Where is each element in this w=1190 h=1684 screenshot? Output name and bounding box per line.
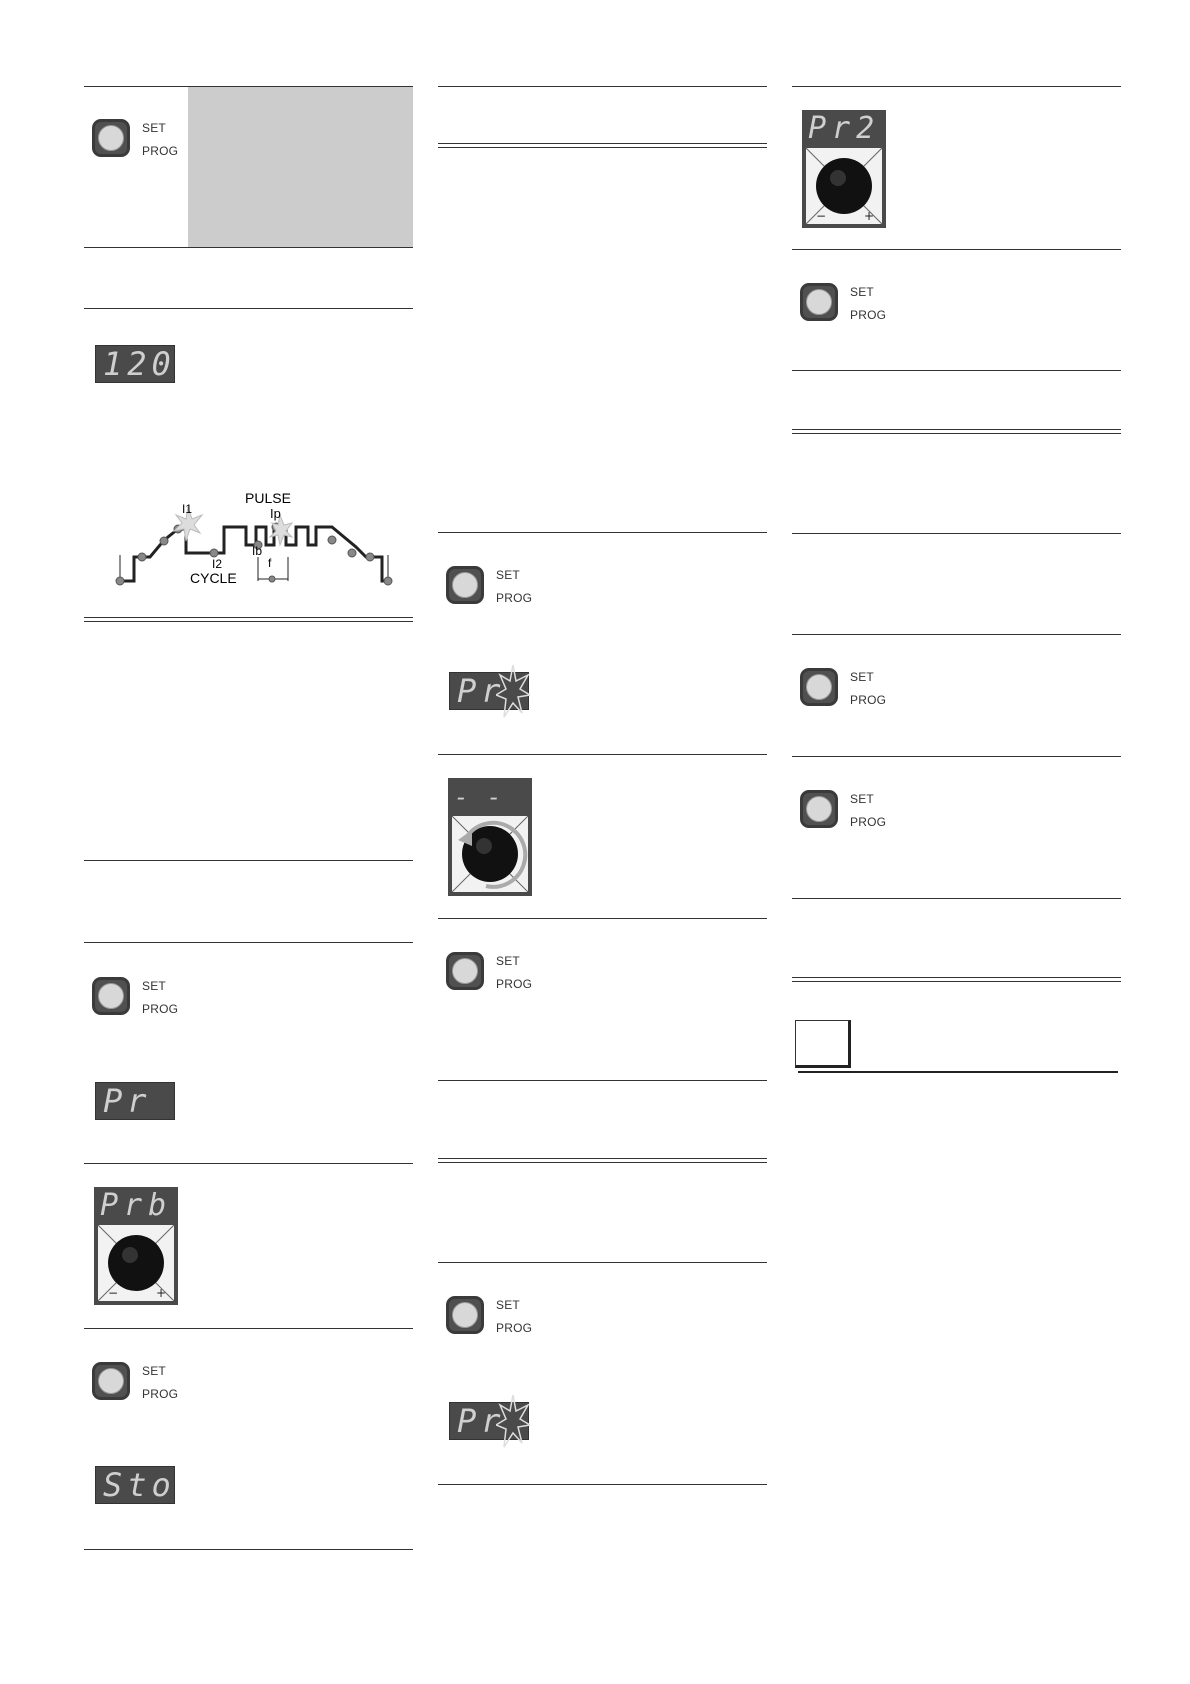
bottom-rule <box>798 1071 1118 1073</box>
knob-icon <box>806 148 882 224</box>
button-icon <box>800 668 838 706</box>
prog-label: PROG <box>496 977 533 991</box>
note-box <box>795 1020 851 1068</box>
set-prog-button[interactable] <box>446 566 586 626</box>
knob-icon <box>98 1225 174 1301</box>
prog-label: PROG <box>142 1387 179 1401</box>
knob-display: Pr2 <box>808 111 881 146</box>
set-label: SET <box>850 792 874 806</box>
button-icon <box>446 1296 484 1334</box>
blink-star-icon <box>496 663 530 721</box>
svg-text:−: − <box>108 1286 119 1300</box>
ib-label: Ib <box>252 544 263 558</box>
svg-text:+: + <box>156 1286 167 1300</box>
display-120: 120 <box>95 345 175 383</box>
set-prog-button[interactable] <box>92 977 232 1037</box>
prog-label: PROG <box>496 1321 533 1335</box>
prog-label: PROG <box>142 144 179 158</box>
prog-label: PROG <box>142 1002 179 1016</box>
button-icon <box>446 952 484 990</box>
set-prog-button[interactable] <box>800 790 940 850</box>
i1-label: I1 <box>182 502 193 516</box>
cycle-label: CYCLE <box>190 570 237 586</box>
f-label: f <box>268 556 272 570</box>
prog-label: PROG <box>850 693 887 707</box>
knob-display: - - <box>454 783 504 811</box>
display-prb-blink <box>449 1402 529 1440</box>
button-icon <box>92 1362 130 1400</box>
set-label: SET <box>496 954 520 968</box>
set-prog-button[interactable] <box>800 283 940 343</box>
i2-label: I2 <box>212 557 223 571</box>
rotate-knob-icon <box>452 816 528 892</box>
prog-label: PROG <box>850 308 887 322</box>
set-label: SET <box>496 1298 520 1312</box>
knob-panel-dashes[interactable] <box>448 778 532 896</box>
display-text: Pr <box>457 672 506 710</box>
set-label: SET <box>850 285 874 299</box>
prog-label: PROG <box>850 815 887 829</box>
set-label: SET <box>496 568 520 582</box>
button-icon <box>92 977 130 1015</box>
button-icon <box>92 119 130 157</box>
set-label: SET <box>142 1364 166 1378</box>
set-prog-button[interactable] <box>446 952 586 1012</box>
blink-star-icon <box>496 1393 530 1451</box>
svg-text:−: − <box>816 209 827 223</box>
display-pr: Pr <box>95 1082 175 1120</box>
pulse-diagram <box>100 485 400 595</box>
svg-text:+: + <box>864 209 875 223</box>
display-sto: Sto <box>95 1466 175 1504</box>
button-icon <box>800 283 838 321</box>
display-prb-blink <box>449 672 529 710</box>
set-prog-button[interactable] <box>92 1362 232 1422</box>
prog-label: PROG <box>496 591 533 605</box>
pulse-label: PULSE <box>245 490 291 506</box>
knob-display: Prb <box>100 1188 173 1223</box>
set-prog-button[interactable] <box>446 1296 586 1356</box>
button-icon <box>800 790 838 828</box>
ip-label: Ip <box>270 506 281 521</box>
set-label: SET <box>142 979 166 993</box>
set-label: SET <box>142 121 166 135</box>
display-text: Pr <box>457 1402 506 1440</box>
button-icon <box>446 566 484 604</box>
set-prog-button[interactable] <box>800 668 940 728</box>
knob-panel-pr2[interactable] <box>802 110 886 228</box>
set-label: SET <box>850 670 874 684</box>
set-prog-button[interactable] <box>92 119 232 179</box>
knob-panel-prb[interactable] <box>94 1187 178 1305</box>
